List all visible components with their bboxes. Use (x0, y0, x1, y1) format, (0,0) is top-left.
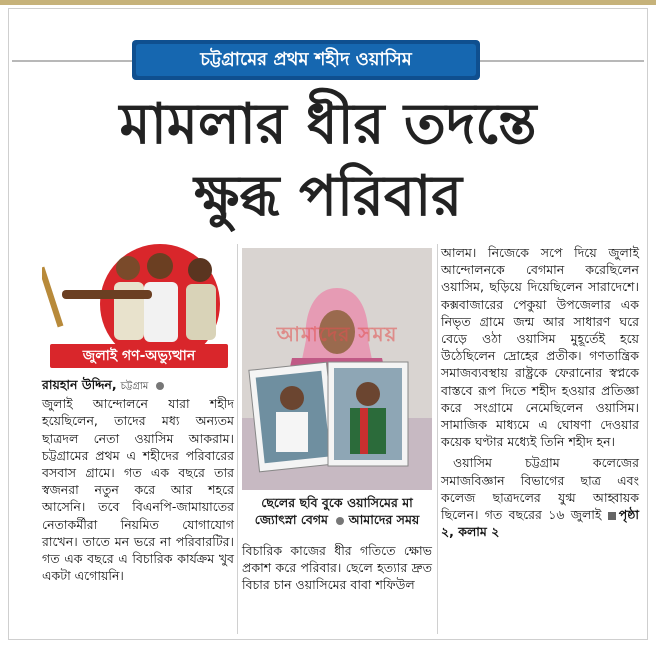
column-1 (42, 376, 234, 584)
caption-text: ছেলের ছবি বুকে ওয়াসিমের মা জ্যোৎস্না বেগম (254, 495, 413, 527)
mother-photo (242, 248, 432, 490)
column-divider-2 (437, 244, 438, 634)
top-rule (0, 0, 656, 5)
column-1-body: জুলাই আন্দোলনে যারা শহীদ হয়েছিলেন, তাদের মধ্য অন্যতম ছাত্রদল নেতা ওয়াসিম আকরাম। চট্টগ্রামের প্রথম এ শহীদের পরিবারের বসবাস গ্রামে। গত এক বছরে তার স্বজনরা নতুন করে আর শহরে আসেনি। তবে বিএনপি-জামায়াতের নেতাকর্মীরা নিয়মিত যোগাযোগ রাখেন। তাতে মন ভরে না পরিবারটির। গত এক বছরে এ বিচারিক কার্যক্রম খুব একটা এগোয়নি। (42, 396, 234, 584)
badge-label: জুলাই গণ-অভ্যুত্থান (50, 344, 228, 368)
column-2-body: বিচারিক কাজের ধীর গতিতে ক্ষোভ প্রকাশ করে পরিবার। ছেলে হত্যার দ্রুত বিচার চান ওয়াসিমের বাবা শফিউল (242, 543, 432, 593)
jump-square-icon (608, 512, 616, 520)
column-2 (242, 542, 432, 594)
jump-reference-link[interactable]: পৃষ্ঠা ২, কলাম ২ (441, 507, 639, 540)
headline-line-1: মামলার ধীর তদন্তে (119, 91, 537, 157)
byline-place: চট্টগ্রাম (120, 381, 149, 392)
photo-watermark: আমাদের সময় (276, 322, 398, 346)
photo-caption (242, 494, 432, 528)
kicker-box (132, 40, 480, 80)
byline-dot-icon (156, 382, 164, 390)
byline-author: রায়হান উদ্দিন, (42, 377, 117, 392)
kicker-text: চট্টগ্রামের প্রথম শহীদ ওয়াসিম (136, 44, 476, 76)
july-uprising-badge (42, 240, 234, 370)
column-3-para-2-text: ওয়াসিম চট্টগ্রাম কলেজের সমাজবিজ্ঞান বিভাগের ছাত্র এবং কলেজ ছাত্রদলের যুগ্ম আহ্বায়ক ছিলেন। গত বছরের ১৬ জুলাই (441, 455, 639, 523)
caption-credit: আমাদের সময় (348, 512, 420, 527)
column-3-para-1: আলম। নিজেকে সপে দিয়ে জুলাই আন্দোলনকে বেগমান করেছিলেন ওয়াসিম, ছড়িয়ে দিয়েছিলেন সারাদেশে। কক্সবাজারের পেকুয়া উপজেলার এক নিভৃত গ্রামে জন্ম আর সাধারণ ঘরে বেড়ে ওঠা ওয়াসিম মুহূর্তেই হয়ে উঠেছিলেন দ্রোহের প্রতীক। গণতান্ত্রিক সমাজব্যবস্থায় রাষ্ট্রকে ফেরানোর স্বপ্নকে বাস্তবে রূপ দিতে শহীদ হওয়ার প্রতিজ্ঞা করে সংগ্রামে নেমেছিলেন ওয়াসিম। সামাজিক মাধ্যমে এ ঘোষণা দেওয়ার কয়েক ঘণ্টার মধ্যেই তিনি শহীদ হন। (441, 245, 639, 450)
column-3 (441, 244, 639, 540)
headline-line-2: ক্ষুব্ধ পরিবার (193, 163, 463, 229)
column-3-para-2 (441, 454, 639, 540)
column-divider-1 (237, 244, 238, 634)
caption-dot-icon (336, 517, 344, 525)
photo-illustration (242, 248, 432, 490)
protesters-illustration (42, 240, 234, 350)
